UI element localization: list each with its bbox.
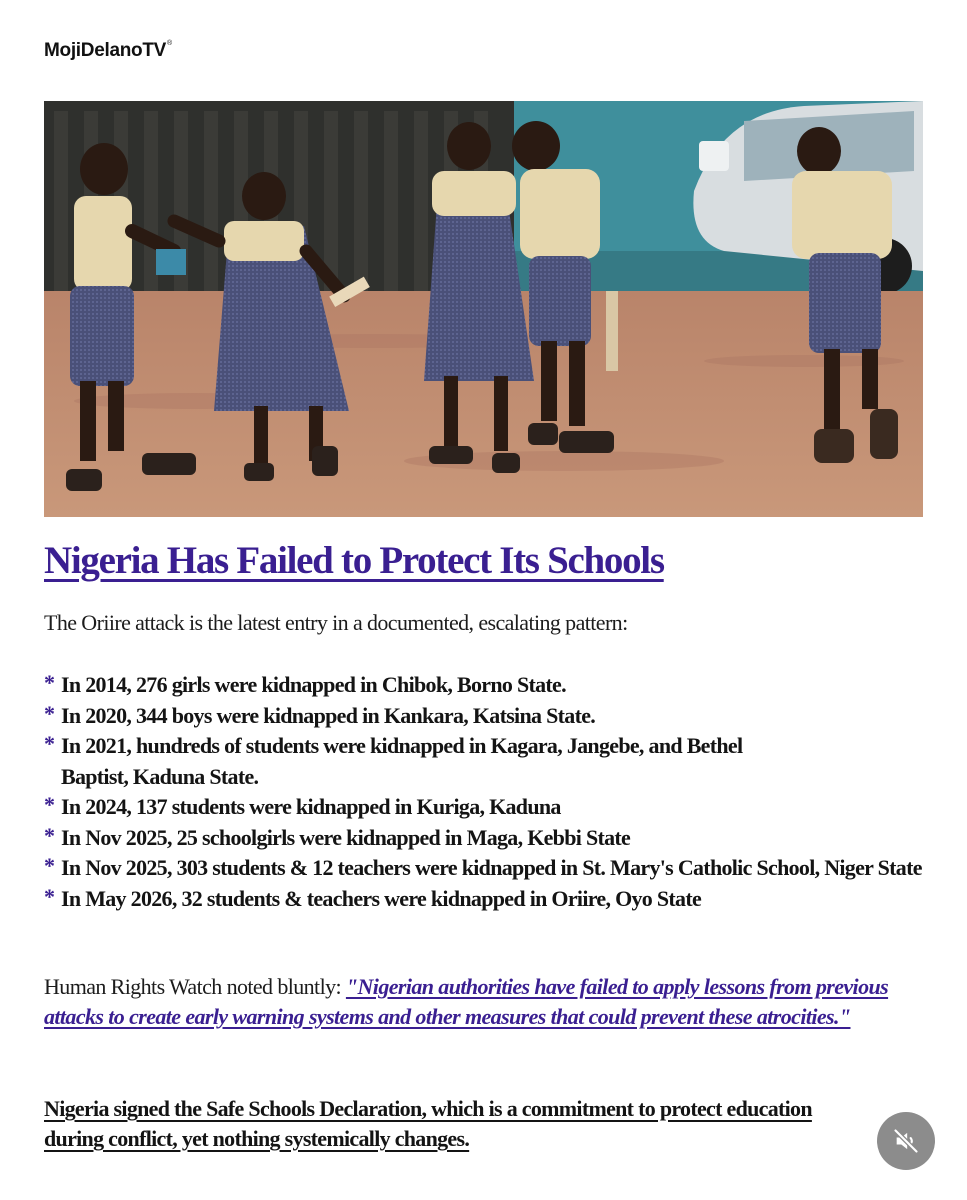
list-item — [44, 792, 934, 823]
bullet-star: * — [44, 731, 55, 756]
list-item-text: In 2024, 137 students were kidnapped in Kuriga, Kaduna — [61, 794, 561, 819]
closing-statement[interactable]: Nigeria signed the Safe Schools Declaration, which is a commitment to protect education during conflict, yet nothing systemically changes. — [44, 1096, 812, 1151]
bullet-star: * — [44, 883, 55, 909]
hrw-paragraph — [44, 972, 924, 1032]
brand-logo — [44, 40, 172, 62]
list-item-text: In Nov 2025, 303 students & 12 teachers were kidnapped in St. Mary's Catholic School, Niger State — [61, 855, 922, 880]
brand-name: MojiDelanoTV — [44, 40, 167, 61]
list-item — [44, 823, 934, 854]
list-item — [44, 853, 934, 884]
headline[interactable]: Nigeria Has Failed to Protect Its Schools — [44, 539, 664, 582]
photo-illustration — [44, 101, 923, 517]
list-item — [44, 731, 781, 792]
hrw-lead: Human Rights Watch noted bluntly: — [44, 974, 346, 999]
list-item — [44, 701, 934, 732]
list-item — [44, 670, 934, 701]
mute-button[interactable] — [877, 1112, 935, 1170]
list-item-text: In Nov 2025, 25 schoolgirls were kidnapped in Maga, Kebbi State — [61, 824, 631, 850]
intro-text: The Oriire attack is the latest entry in a documented, escalating pattern: — [44, 610, 628, 635]
list-item-text: In 2020, 344 boys were kidnapped in Kankara, Katsina State. — [61, 702, 596, 728]
schoolchildren-photo — [44, 101, 923, 517]
speaker-muted-icon — [892, 1127, 920, 1155]
hrw-quote-link[interactable]: "Nigerian authorities have failed to apply lessons from previous attacks to create early warning systems and other measures that could prevent these atrocities." — [44, 974, 889, 1029]
bullet-star: * — [44, 792, 55, 817]
bullet-star: * — [44, 670, 55, 695]
bullet-star: * — [44, 700, 55, 726]
list-item-text: In 2021, hundreds of students were kidnapped in Kagara, Jangebe, and Bethel Baptist, Kaduna State. — [61, 733, 743, 789]
list-item-text: In 2014, 276 girls were kidnapped in Chibok, Borno State. — [61, 672, 566, 697]
incident-list — [44, 670, 934, 914]
list-item-text: In May 2026, 32 students & teachers were kidnapped in Oriire, Oyo State — [61, 885, 702, 911]
brand-registered-mark: ® — [167, 40, 172, 47]
bullet-star: * — [44, 822, 55, 848]
bullet-star: * — [44, 853, 55, 878]
list-item — [44, 884, 934, 915]
